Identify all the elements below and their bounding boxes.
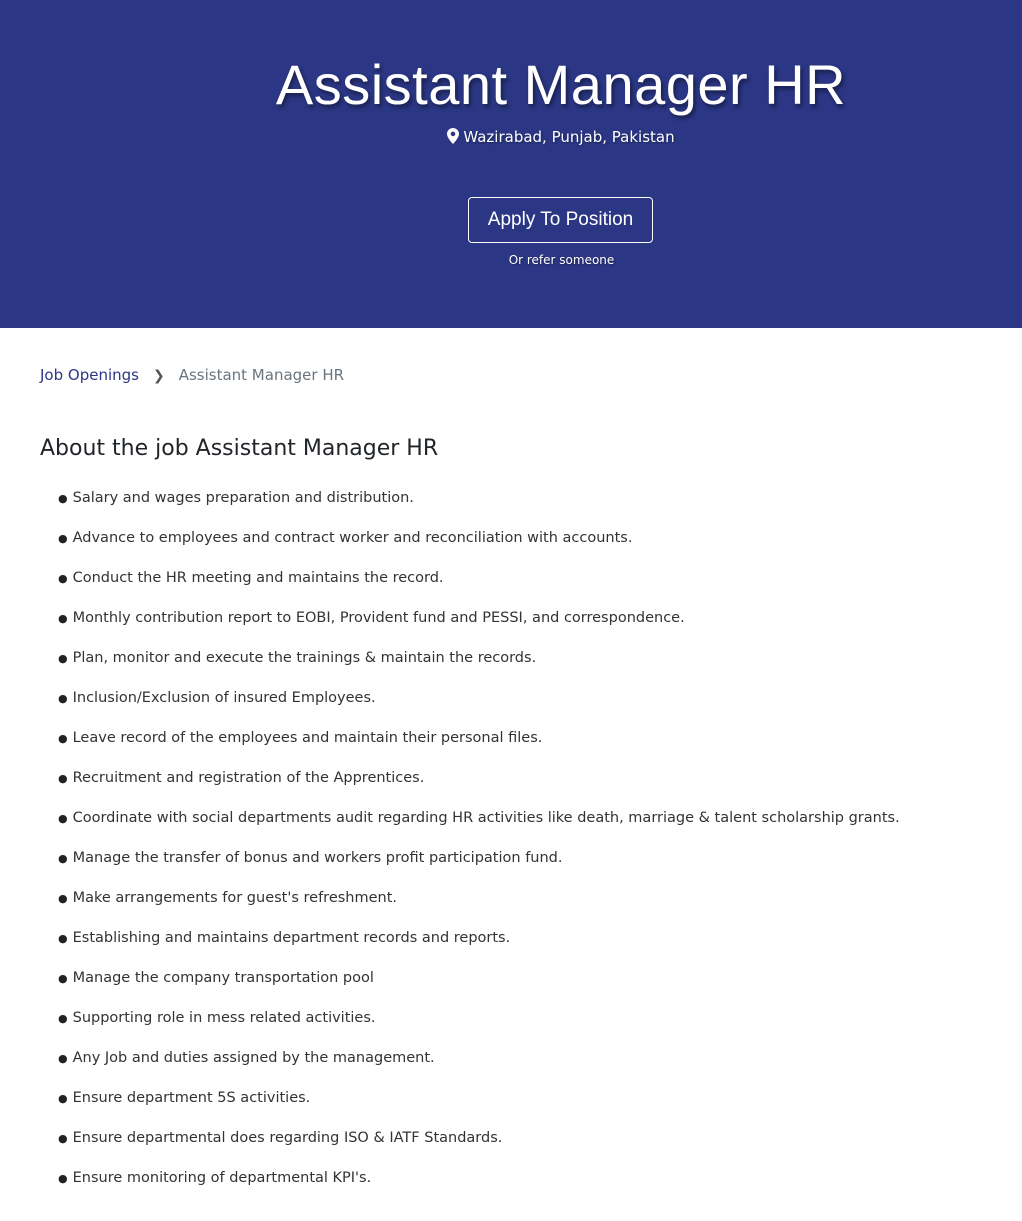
- bullet-icon: ●: [58, 972, 68, 985]
- bullet-icon: ●: [58, 892, 68, 905]
- duty-text: Plan, monitor and execute the trainings & maintain the records.: [72, 650, 537, 666]
- breadcrumb-current: Assistant Manager HR: [178, 366, 345, 384]
- duty-text: Monthly contribution report to EOBI, Provident fund and PESSI, and correspondence.: [72, 610, 685, 626]
- bullet-icon: ●: [58, 1052, 68, 1065]
- list-item: [58, 488, 900, 528]
- bullet-icon: ●: [58, 692, 68, 705]
- bullet-icon: ●: [58, 572, 68, 585]
- duty-text: Ensure departmental does regarding ISO & IATF Standards.: [72, 1130, 503, 1146]
- list-item: [58, 768, 900, 808]
- duty-text: Manage the company transportation pool: [72, 970, 374, 986]
- duty-text: Advance to employees and contract worker and reconciliation with accounts.: [72, 530, 633, 546]
- list-item: [58, 968, 900, 1008]
- duty-text: Recruitment and registration of the Apprentices.: [72, 770, 425, 786]
- list-item: [58, 1168, 900, 1208]
- bullet-icon: ●: [58, 1132, 68, 1145]
- job-header: [0, 0, 1022, 328]
- list-item: [58, 608, 900, 648]
- bullet-icon: ●: [58, 492, 68, 505]
- list-item: [58, 848, 900, 888]
- job-title: Assistant Manager HR: [275, 53, 847, 116]
- bullet-icon: ●: [58, 1012, 68, 1025]
- list-item: [58, 528, 900, 568]
- duty-text: Inclusion/Exclusion of insured Employees.: [72, 690, 376, 706]
- duty-text: Establishing and maintains department records and reports.: [72, 930, 511, 946]
- list-item: [58, 728, 900, 768]
- bullet-icon: ●: [58, 772, 68, 785]
- section-heading: About the job Assistant Manager HR: [40, 436, 439, 461]
- bullet-icon: ●: [58, 532, 68, 545]
- duty-text: Ensure monitoring of departmental KPI's.: [72, 1170, 372, 1186]
- duty-text: Salary and wages preparation and distribution.: [72, 490, 414, 506]
- duty-text: Manage the transfer of bonus and workers profit participation fund.: [72, 850, 563, 866]
- job-location: [100, 128, 1022, 146]
- duty-text: Supporting role in mess related activities.: [72, 1010, 376, 1026]
- bullet-icon: ●: [58, 852, 68, 865]
- list-item: [58, 1088, 900, 1128]
- duties-list: [58, 488, 900, 1208]
- map-pin-icon: [447, 128, 459, 144]
- refer-link[interactable]: Or refer someone: [508, 253, 615, 267]
- duty-text: Coordinate with social departments audit regarding HR activities like death, marriage & talent scholarship grants.: [72, 810, 900, 826]
- list-item: [58, 928, 900, 968]
- bullet-icon: ●: [58, 812, 68, 825]
- list-item: [58, 808, 900, 848]
- bullet-icon: ●: [58, 732, 68, 745]
- duty-text: Conduct the HR meeting and maintains the record.: [72, 570, 444, 586]
- duty-text: Leave record of the employees and maintain their personal files.: [72, 730, 543, 746]
- list-item: [58, 648, 900, 688]
- chevron-right-icon: ❯: [152, 368, 165, 384]
- apply-button[interactable]: Apply To Position: [468, 197, 653, 243]
- bullet-icon: ●: [58, 652, 68, 665]
- duty-text: Any Job and duties assigned by the management.: [72, 1050, 435, 1066]
- list-item: [58, 1128, 900, 1168]
- bullet-icon: ●: [58, 612, 68, 625]
- bullet-icon: ●: [58, 1092, 68, 1105]
- bullet-icon: ●: [58, 932, 68, 945]
- list-item: [58, 888, 900, 928]
- list-item: [58, 688, 900, 728]
- breadcrumb-job-openings[interactable]: Job Openings: [40, 366, 139, 384]
- duty-text: Make arrangements for guest's refreshment.: [72, 890, 398, 906]
- list-item: [58, 1008, 900, 1048]
- breadcrumb: [40, 366, 344, 384]
- duty-text: Ensure department 5S activities.: [72, 1090, 311, 1106]
- location-text: Wazirabad, Punjab, Pakistan: [463, 128, 675, 146]
- list-item: [58, 1048, 900, 1088]
- bullet-icon: ●: [58, 1172, 68, 1185]
- list-item: [58, 568, 900, 608]
